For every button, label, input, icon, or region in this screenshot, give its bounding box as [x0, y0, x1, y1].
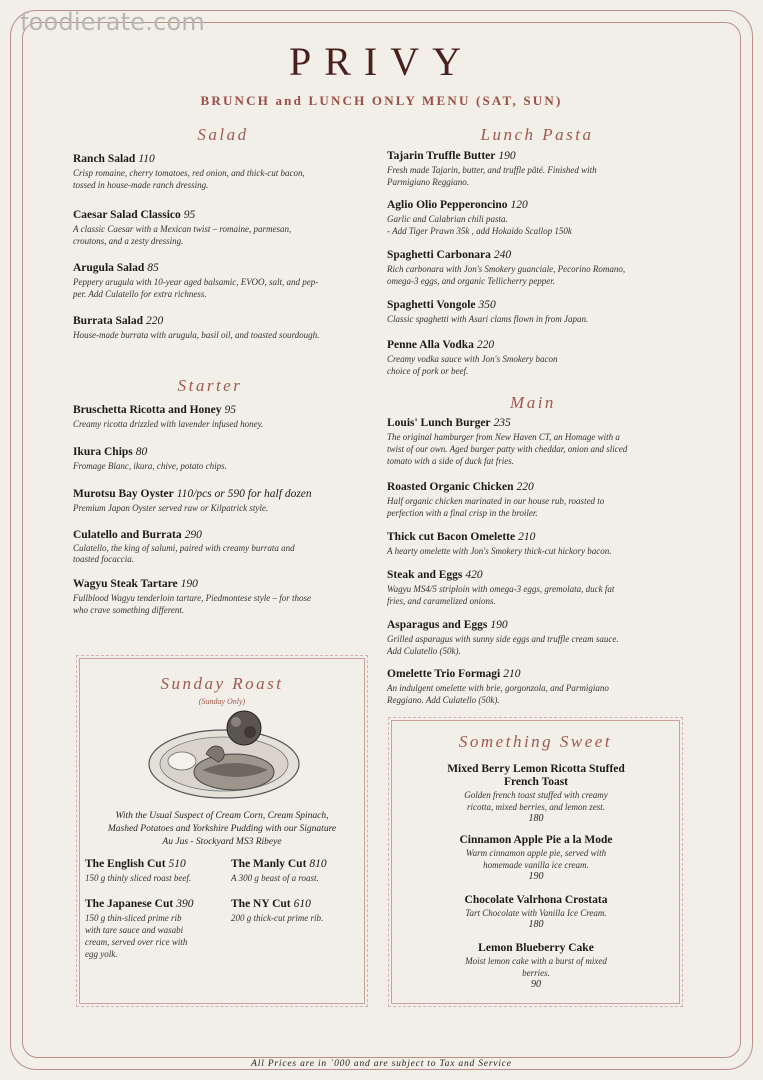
menu-item [387, 248, 707, 287]
item-name: Omelette Trio Formagi [387, 668, 501, 680]
item-desc: Fresh made Tajarin, butter, and truffle pâté. Finished with [387, 165, 597, 175]
item-desc: Parmigiano Reggiano. [387, 177, 469, 187]
menu-item [73, 403, 373, 430]
item-desc: with tare sauce and wasabi [85, 925, 184, 935]
roast-cut [85, 897, 227, 960]
item-desc: A 300 g beast of a roast. [231, 873, 319, 883]
item-price: 220 [145, 315, 164, 327]
sunday-roast-description: With the Usual Suspect of Cream Corn, Cream Spinach, Mashed Potatoes and Yorkshire Pudding with our Signature Au Jus - Stockyard MS3 Ribeye [107, 811, 337, 847]
item-name: Cinnamon Apple Pie a la Mode [459, 834, 613, 846]
item-desc: berries. [522, 968, 550, 978]
item-desc: Reggiano. Add Culatello (50k). [387, 695, 500, 705]
section-title-starter: Starter [177, 376, 243, 395]
item-name: Ikura Chips [73, 446, 133, 458]
item-price: 235 [493, 417, 511, 429]
menu-item [387, 480, 707, 519]
item-price: 190 [490, 619, 508, 631]
dessert-item [406, 834, 666, 883]
item-desc: ricotta, mixed berries, and lemon zest. [467, 802, 605, 812]
item-desc: Crisp romaine, cherry tomatoes, red onion, and thick-cut bacon, [73, 168, 305, 178]
item-name: Bruschetta Ricotta and Honey [73, 404, 222, 416]
item-price: 90 [531, 979, 541, 990]
item-price: 110 [138, 153, 155, 165]
item-name: Thick cut Bacon Omelette [387, 531, 516, 543]
item-desc: Fullblood Wagyu tenderloin tartare, Piedmontese style – for those [73, 593, 312, 603]
menu-item [387, 530, 707, 557]
item-name: Mixed Berry Lemon Ricotta Stuffed [447, 763, 625, 775]
roast-cut [85, 857, 227, 884]
menu-item [73, 528, 373, 565]
item-desc: Rich carbonara with Jon's Smokery guanciale, Pecorino Romano, [387, 264, 626, 274]
item-desc: Half organic chicken marinated in our house rub, roasted to [387, 496, 605, 506]
item-desc: A classic Caesar with a Mexican twist – romaine, parmesan, [73, 224, 292, 234]
item-desc: Culatello, the king of salumi, paired with creamy burrata and [73, 543, 295, 553]
item-price: 95 [224, 404, 237, 416]
item-price: 290 [184, 529, 202, 541]
menu-item [387, 198, 707, 237]
item-desc: Tart Chocolate with Vanilla Ice Cream. [465, 908, 607, 918]
item-price: 85 [147, 262, 159, 274]
item-desc: House-made burrata with arugula, basil oil, and toasted sourdough. [73, 330, 320, 340]
menu-item [387, 618, 707, 657]
menu-item [387, 298, 707, 325]
dessert-item [406, 894, 666, 931]
item-name: Aglio Olio Pepperoncino [387, 199, 508, 211]
item-price: 510 [168, 858, 186, 870]
item-price: 180 [528, 813, 544, 824]
item-desc: Grilled asparagus with sunny side eggs and truffle cream sauce. [387, 634, 619, 644]
item-desc: per. Add Culatello for extra richness. [73, 289, 207, 299]
section-title-main: Main [510, 393, 556, 412]
item-price: 190 [528, 871, 544, 882]
item-desc: Peppery arugula with 10-year aged balsamic, EVOO, salt, and pep- [73, 277, 319, 287]
menu-item [73, 577, 373, 616]
item-name: Lemon Blueberry Cake [478, 942, 594, 954]
item-desc: A hearty omelette with Jon's Smokery thick-cut hickory bacon. [387, 546, 612, 556]
item-name: The NY Cut [231, 898, 291, 910]
item-desc: Wagyu MS4/5 striploin with omega-3 eggs, gremolata, duck fat [387, 584, 615, 594]
item-desc: Garlic and Calabrian chili pasta. [387, 214, 508, 224]
footer-note: All Prices are in `000 and are subject to Tax and Service [251, 1059, 512, 1069]
item-price: 240 [493, 249, 512, 261]
section-title-sunday-roast: Sunday Roast [160, 674, 284, 693]
section-title-something-sweet: Something Sweet [458, 732, 613, 751]
item-desc: 150 g thinly sliced roast beef. [85, 873, 192, 883]
item-name: The Japanese Cut [85, 898, 174, 910]
item-price: 110/pcs or 590 for half dozen [176, 488, 312, 500]
item-name: Ranch Salad [73, 153, 136, 165]
item-desc: fries, and caramelized onions. [387, 596, 496, 606]
menu-item [387, 149, 707, 188]
menu-subtitle: BRUNCH and LUNCH ONLY MENU (SAT, SUN) [200, 93, 563, 108]
item-desc: Moist lemon cake with a burst of mixed [465, 956, 607, 966]
menu-item [73, 445, 373, 472]
menu-item [387, 338, 707, 377]
item-name: Chocolate Valrhona Crostata [464, 894, 608, 906]
item-price: 80 [135, 446, 148, 458]
item-price: 420 [465, 569, 483, 581]
menu-item [73, 487, 373, 514]
watermark: foodierate.com [20, 8, 205, 36]
item-desc: choice of pork or beef. [387, 366, 469, 376]
item-name: Penne Alla Vodka [387, 339, 474, 351]
item-price: 190 [180, 578, 198, 590]
dessert-item [406, 763, 666, 825]
item-desc: toasted focaccia. [73, 554, 134, 564]
item-desc: 150 g thin-sliced prime rib [85, 913, 182, 923]
item-name: Burrata Salad [73, 315, 143, 327]
menu-item [73, 314, 373, 341]
item-desc: cream, served over rice with [85, 937, 188, 947]
item-desc: Creamy ricotta drizzled with lavender infused honey. [73, 419, 264, 429]
item-desc: omega-3 eggs, and organic Tellicherry pepper. [387, 276, 556, 286]
item-price: 610 [293, 898, 311, 910]
item-price: 120 [510, 199, 528, 211]
item-desc: Classic spaghetti with Asari clams flown in from Japan. [387, 314, 589, 324]
item-name: Spaghetti Carbonara [387, 249, 491, 261]
item-desc: twist of our own. Aged burger patty with cheddar, onion and sliced [387, 444, 628, 454]
item-name: Steak and Eggs [387, 569, 463, 581]
item-name: Culatello and Burrata [73, 529, 182, 541]
item-desc: 200 g thick-cut prime rib. [231, 913, 324, 923]
item-price: 810 [309, 858, 327, 870]
item-desc: croutons, and a zesty dressing. [73, 236, 184, 246]
item-price: 95 [183, 209, 196, 221]
item-price: 220 [516, 481, 534, 493]
item-desc: Warm cinnamon apple pie, served with [465, 848, 607, 858]
item-desc: Premium Japan Oyster served raw or Kilpatrick style. [73, 503, 269, 513]
item-price: 390 [176, 898, 194, 910]
item-desc: Fromage Blanc, ikura, chive, potato chips. [73, 461, 227, 471]
item-desc: who crave something different. [73, 605, 185, 615]
item-desc: Creamy vodka sauce with Jon's Smokery bacon [387, 354, 558, 364]
menu-item [73, 261, 373, 300]
item-desc: egg yolk. [85, 949, 118, 959]
item-name: Murotsu Bay Oyster [73, 488, 174, 500]
menu-item [73, 152, 373, 191]
section-title-salad: Salad [197, 125, 249, 144]
item-price: 350 [478, 299, 496, 311]
item-name: Asparagus and Eggs [387, 619, 488, 631]
item-name: Arugula Salad [73, 262, 145, 274]
item-desc: An indulgent omelette with brie, gorgonzola, and Parmigiano [387, 683, 609, 693]
item-name: Louis' Lunch Burger [387, 417, 491, 429]
item-desc: tossed in house-made ranch dressing. [73, 180, 209, 190]
item-name: Caesar Salad Classico [73, 209, 181, 221]
roast-cut [231, 897, 361, 924]
menu-item [387, 568, 707, 607]
roast-plate-illustration [146, 706, 302, 802]
item-price: 210 [503, 668, 521, 680]
item-name: The English Cut [85, 858, 166, 870]
roast-cut [231, 857, 361, 884]
brand-logo: PRIVY [288, 39, 475, 84]
item-price: 180 [528, 919, 544, 930]
sunday-roast-subtitle: (Sunday Only) [198, 697, 246, 706]
item-price: 190 [498, 150, 516, 162]
item-name: The Manly Cut [231, 858, 307, 870]
item-name: French Toast [503, 776, 568, 788]
menu-item [387, 416, 709, 467]
item-desc: - Add Tiger Prawn 35k , add Hokaido Scallop 150k [387, 226, 572, 236]
item-desc: Add Culatello (50k). [387, 646, 461, 656]
item-name: Roasted Organic Chicken [387, 481, 514, 493]
section-title-lunch-pasta: Lunch Pasta [480, 125, 594, 144]
item-desc: homemade vanilla ice cream. [483, 860, 589, 870]
item-name: Tajarin Truffle Butter [387, 150, 496, 162]
item-desc: tomato with a side of duck fat fries. [387, 456, 514, 466]
item-desc: Golden french toast stuffed with creamy [464, 790, 608, 800]
menu-item [73, 208, 373, 247]
item-desc: The original hamburger from New Haven CT, an Homage with a [387, 432, 620, 442]
item-desc: perfection with a final crisp in the broiler. [387, 508, 538, 518]
item-price: 210 [518, 531, 536, 543]
item-price: 220 [476, 339, 495, 351]
dessert-item [406, 942, 666, 991]
item-name: Wagyu Steak Tartare [73, 578, 178, 590]
item-name: Spaghetti Vongole [387, 299, 476, 311]
menu-item [387, 667, 707, 706]
